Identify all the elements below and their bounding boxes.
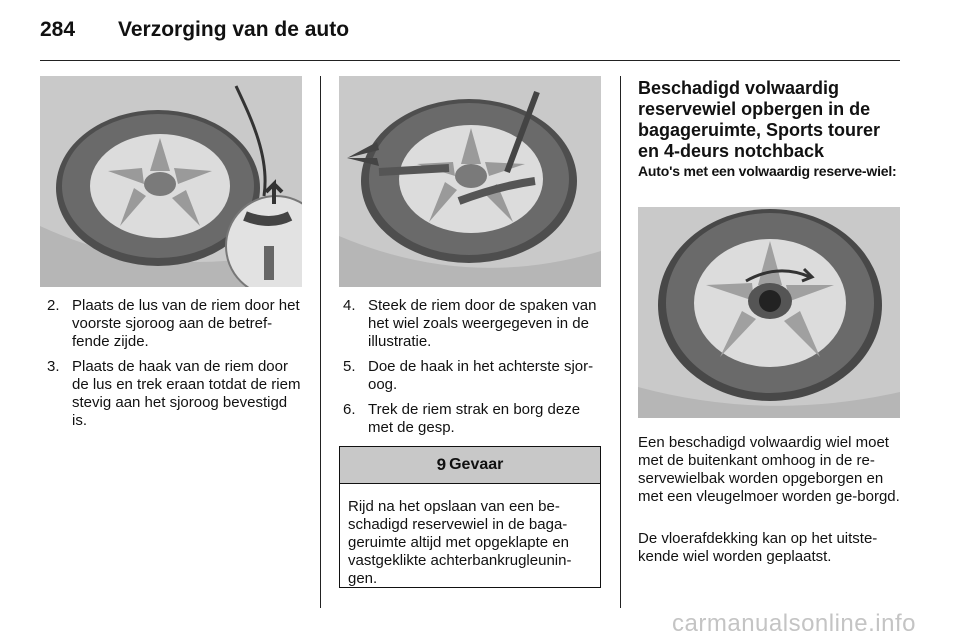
danger-text: Rijd na het opslaan van een be-schadigd reservewiel in de baga-geruimte altijd met opgeklapte en vastgeklikte achterbankrugleunin-gen. (348, 498, 572, 587)
page-number: 284 (40, 18, 76, 41)
step-number: 2. (47, 297, 60, 314)
warning-triangle-icon: 9 (436, 455, 447, 474)
paragraph-floor-cover: De vloerafdekking kan op het uitste-kende wiel worden geplaatst. (638, 530, 878, 565)
step-text: Plaats de haak van de riem door de lus en trek eraan totdat de riem stevig aan het sjoroog bevestigd is. (72, 358, 301, 429)
step-text: Doe de haak in het achterste sjor-oog. (368, 358, 594, 393)
list-item (343, 358, 603, 394)
list-item (47, 358, 305, 430)
column-divider-1 (320, 76, 321, 608)
paragraph-storage: Een beschadigd volwaardig wiel moet met de buitenkant omhoog in de re-servewielbak worden opgeborgen en met een vleugelmoer worden ge-borgd. (638, 434, 900, 505)
header-rule (40, 60, 900, 61)
step-number: 5. (343, 358, 356, 375)
step-number: 6. (343, 401, 356, 418)
illustration-damaged-wheel-stored (638, 207, 900, 418)
danger-label: Gevaar (449, 456, 504, 473)
step-text: Plaats de lus van de riem door het voorste sjoroog aan de betref-fende zijde. (72, 297, 300, 350)
list-item (343, 401, 603, 437)
step-number: 4. (343, 297, 356, 314)
illustration-wheel-strap-front-drawing (40, 76, 302, 287)
section-heading: Beschadigd volwaardig reservewiel opbergen in de bagageruimte, Sports tourer en 4-deurs notchback (638, 78, 881, 161)
illustration-wheel-strap-front (40, 76, 302, 287)
watermark: carmanualsonline.info (672, 610, 916, 637)
section-subheading: Auto's met een volwaardig reserve-wiel: (638, 163, 897, 179)
illustration-wheel-strap-spokes (339, 76, 601, 287)
steps-list-column-1 (47, 297, 305, 437)
illustration-damaged-wheel-stored-drawing (638, 207, 900, 418)
list-item (47, 297, 305, 351)
step-text: Steek de riem door de spaken van het wiel zoals weergegeven in de illustratie. (368, 297, 597, 350)
list-item (343, 297, 603, 351)
column-divider-2 (620, 76, 621, 608)
step-number: 3. (47, 358, 60, 375)
page-title: Verzorging van de auto (118, 18, 350, 41)
illustration-wheel-strap-spokes-drawing (339, 76, 601, 287)
step-text: Trek de riem strak en borg deze met de gesp. (368, 401, 581, 436)
danger-header (340, 447, 600, 484)
steps-list-column-2 (343, 297, 603, 444)
danger-warning-box (339, 446, 601, 588)
